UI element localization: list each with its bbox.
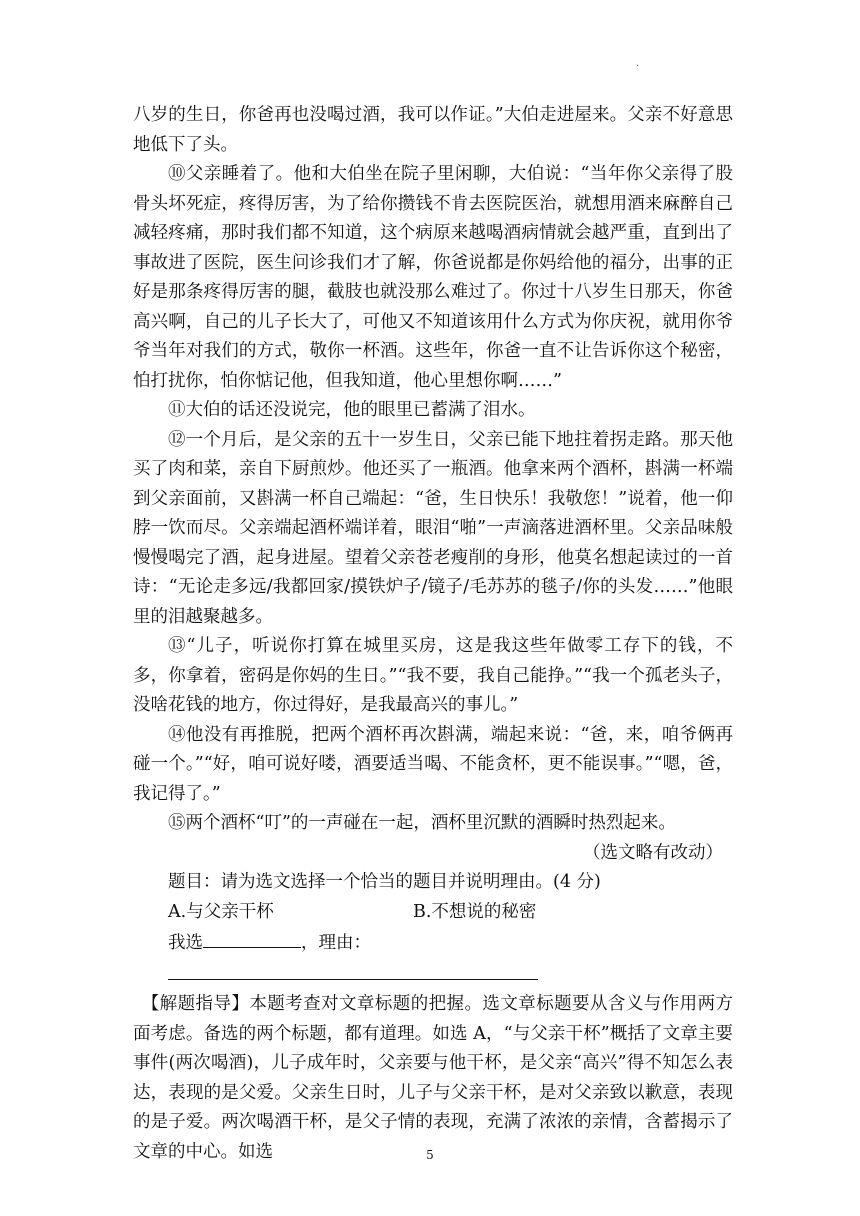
paragraph-13: ⑬“儿子，听说你打算在城里买房，这是我这些年做零工存下的钱，不多，你拿着，密码是你妈的生日。”“我不要，我自己能挣。”“我一个孤老头子，没啥花钱的地方，你过得好，是我最高兴的事儿。”	[133, 636, 733, 715]
document-body	[133, 101, 733, 1167]
question-prompt: 题目：请为选文选择一个恰当的题目并说明理由。(4 分)	[168, 872, 601, 892]
answer-prefix: 我选	[168, 933, 203, 953]
reason-blank[interactable]	[168, 959, 538, 980]
choice-blank[interactable]	[203, 927, 301, 948]
answer-mid: ，理由：	[301, 933, 371, 953]
option-b: B.不想说的秘密	[413, 901, 537, 922]
page-number: 5	[426, 1148, 434, 1162]
paragraph-11: ⑪大伯的话还没说完，他的眼里已蓄满了泪水。	[168, 400, 536, 420]
source-note: （选文略有改动）	[583, 842, 723, 863]
option-a: A.与父亲干杯	[168, 901, 274, 922]
paragraph-15: ⑮两个酒杯“叮”的一声碰在一起，酒杯里沉默的酒瞬时热烈起来。	[168, 813, 676, 833]
paragraph-10: ⑩父亲睡着了。他和大伯坐在院子里闲聊，大伯说：“当年你父亲得了股骨头坏死症，疼得厉害，为了给你攒钱不肯去医院医治，就想用酒来麻醉自己减轻疼痛，那时我们都不知道，这个病原来越喝酒病情就会越严重，直到出了事故进了医院，医生问诊我们才了解，你爸说都是你妈给他的福分，出事的正好是那条疼得厉害的腿，截肢也就没那么难过了。你过十八岁生日那天，你爸高兴啊，自己的儿子长大了，可他又不知道该用什么方式为你庆祝，就用你爷爷当年对我们的方式，敬你一杯酒。这些年，你爸一直不让告诉你这个秘密，怕打扰你，怕你惦记他，但我知道，他心里想你啊……”	[133, 164, 733, 391]
corner-mark: .	[636, 58, 640, 69]
paragraph-12: ⑫一个月后，是父亲的五十一岁生日，父亲已能下地拄着拐走路。那天他买了肉和菜，亲自下厨煎炒。他还买了一瓶酒。他拿来两个酒杯，斟满一杯端到父亲面前，又斟满一杯自己端起：“爸，生日快乐！我敬您！”说着，他一仰脖一饮而尽。父亲端起酒杯端详着，眼泪“啪”一声滴落进酒杯里。父亲品味般慢慢喝完了酒，起身进屋。望着父亲苍老瘦削的身形，他莫名想起读过的一首诗：“无论走多远/我都回家/摸铁炉子/镜子/毛苏苏的毯子/你的头发……”他眼里的泪越聚越多。	[133, 429, 733, 627]
guidance-paragraph: 【解题指导】本题考查对文章标题的把握。选文章标题要从含义与作用两方面考虑。备选的两个标题，都有道理。如选 A，“与父亲干杯”概括了文章主要事件(两次喝酒)，儿子成年时，父亲要与他干杯，是父亲“高兴”得不知怎么表达，表现的是父爱。父亲生日时，儿子与父亲干杯，是对父亲致以歉意，表现的是子爱。两次喝酒干杯，是父子情的表现，充满了浓浓的亲情，含蓄揭示了文章的中心。如选	[133, 994, 733, 1162]
paragraph-14: ⑭他没有再推脱，把两个酒杯再次斟满，端起来说：“爸，来，咱爷俩再碰一个。”“好，咱可说好喽，酒要适当喝、不能贪杯，更不能误事。”“嗯，爸，我记得了。”	[133, 724, 733, 804]
question-options	[133, 898, 733, 928]
answer-line	[133, 927, 733, 990]
paragraph-continuation: 八岁的生日，你爸再也没喝过酒，我可以作证。”大伯走进屋来。父亲不好意思地低下了头。	[133, 105, 733, 155]
